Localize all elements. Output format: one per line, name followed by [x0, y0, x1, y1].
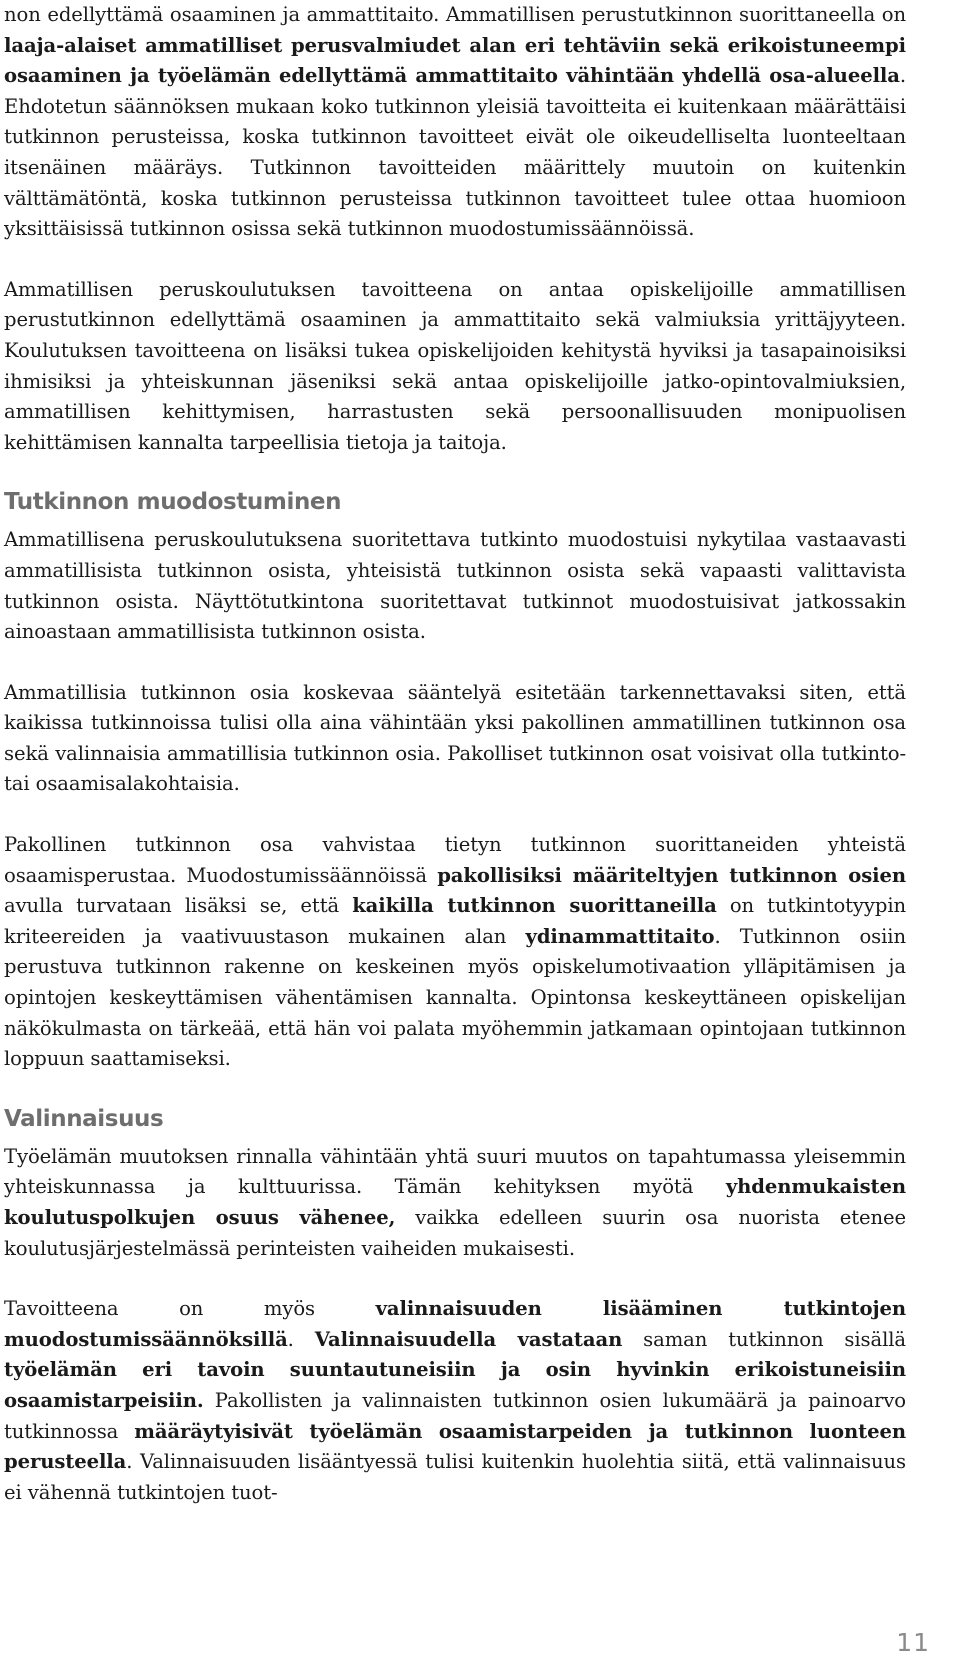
text-run: Pakollinen tutkinnon osa vahvistaa tietyn tutkinnon suorittaneiden yhteistä osaamisperustaa. Muodostumissäännöissä — [4, 833, 906, 887]
section-heading: Valinnaisuus — [4, 1105, 164, 1132]
text-run: saman tutkinnon sisällä — [622, 1327, 906, 1351]
text-run: Ammatillisena peruskoulutuksena suoritettava tutkinto muodostuisi nykytilaa vastaavasti ammatillisista tutkinnon osista, yhteisistä tutkinnon osista sekä vapaasti valittavista tutkinnon osista. Näyttötutkintona suoritettavat tutkinnot muodostuisivat jatkossakin ainoastaan ammatillisista tutkinnon osista. — [4, 528, 906, 644]
text-run: . Tutkinnon osiin perustuva tutkinnon rakenne on keskeinen myös opiskelumotivaation ylläpitämisen ja opintojen keskeyttämisen vähentämisen kannalta. Opintonsa keskeyttäneen opiskelijan näkökulmasta on tärkeää, että hän voi palata myöhemmin jatkamaan opintojaan tutkinnon loppuun saattamiseksi. — [4, 924, 906, 1071]
text-run: on tutkintotyypin kriteereiden ja vaativuustason mukainen alan — [4, 894, 907, 948]
text-run: avulla turvataan lisäksi se, että — [4, 894, 353, 918]
bold-text-run: määräytyisivät työelämän osaamistarpeiden ja tutkinnon luonteen perusteella — [4, 1419, 906, 1474]
bold-text-run: ydinammattitaito — [525, 924, 715, 948]
body-paragraph — [4, 0, 906, 245]
body-paragraph — [4, 678, 906, 800]
text-run: Tavoitteena on myös — [4, 1297, 376, 1321]
text-run: Pakollisten ja valinnaisten tutkinnon osien lukumäärä ja painoarvo tutkinnossa — [4, 1388, 906, 1443]
bold-text-run: Valinnaisuudella vastataan — [314, 1327, 623, 1351]
text-run: . Valinnaisuuden lisääntyessä tulisi kuitenkin huolehtia siitä, että valinnaisuus ei vähennä tutkintojen tuot- — [4, 1450, 906, 1504]
text-run: Ammatillisia tutkinnon osia koskevaa sääntelyä esitetään tarkennettavaksi siten, että kaikissa tutkinnoissa tulisi olla aina vähintään yksi pakollinen ammatillinen tutkinnon osa sekä valinnaisia ammatillisia tutkinnon osia. Pakolliset tutkinnon osat voisivat olla tutkinto- tai osaamisalakohtaisia. — [4, 680, 906, 796]
body-paragraph — [4, 1294, 906, 1508]
body-paragraph — [4, 275, 906, 459]
section-heading: Tutkinnon muodostuminen — [4, 489, 342, 516]
text-run: . — [287, 1327, 315, 1351]
text-run: vaikka edelleen suurin osa nuorista etenee koulutusjärjestelmässä perinteisten vaiheiden mukaisesti. — [4, 1206, 907, 1260]
text-run: non edellyttämä osaaminen ja ammattitaito. Ammatillisen perustutkinnon suorittaneella on — [4, 3, 906, 26]
text-run: . Ehdotetun säännöksen mukaan koko tutkinnon yleisiä tavoitteita ei kuitenkaan määrättäisi tutkinnon perusteissa, koska tutkinnon tavoitteet eivät ole oikeudelliselta luonteeltaan itsenäinen määräys. Tutkinnon tavoitteiden määrittely muutoin on kuitenkin välttämätöntä, koska tutkinnon perusteissa tutkinnon tavoitteet tulee ottaa huomioon yksittäisissä tutkinnon osissa sekä tutkinnon muodostumissäännöissä. — [4, 64, 906, 241]
bold-text-run: pakollisiksi määriteltyjen tutkinnon osien — [437, 863, 906, 887]
text-run: Työelämän muutoksen rinnalla vähintään yhtä suuri muutos on tapahtumassa yleisemmin yhteiskunnassa ja kulttuurissa. Tämän kehityksen myötä — [4, 1144, 906, 1199]
body-paragraph — [4, 830, 906, 1075]
bold-text-run: valinnaisuuden lisääminen tutkintojen muodostumissäännöksillä — [4, 1297, 906, 1351]
bold-text-run: työelämän eri tavoin suuntautuneisiin ja osin hyvinkin erikoistuneisiin osaamistarpeisiin. — [4, 1358, 906, 1412]
document-page — [4, 0, 906, 1508]
bold-text-run: laaja-alaiset ammatilliset perusvalmiudet alan eri tehtäviin sekä erikoistuneempi osaaminen ja työelämän edellyttämä ammattitaito vähintään yhdellä osa-alueella — [4, 33, 906, 88]
bold-text-run: kaikilla tutkinnon suorittaneilla — [352, 894, 717, 918]
bold-text-run: yhdenmukaisten koulutuspolkujen osuus vähenee, — [4, 1175, 906, 1229]
text-run: Ammatillisen peruskoulutuksen tavoitteena on antaa opiskelijoille ammatillisen perustutkinnon edellyttämä osaaminen ja ammattitaito sekä valmiuksia yrittäjyyteen. Koulutuksen tavoitteena on lisäksi tukea opiskelijoiden kehitystä hyviksi ja tasapainoisiksi ihmisiksi ja yhteiskunnan jäseniksi sekä antaa opiskelijoille jatko-opintovalmiuksien, ammatillisen kehittymisen, harrastusten sekä persoonallisuuden monipuolisen kehittämisen kannalta tarpeellisia tietoja ja taitoja. — [4, 277, 906, 454]
body-paragraph — [4, 1142, 906, 1264]
page-number: 11 — [896, 1628, 930, 1657]
body-paragraph — [4, 525, 906, 647]
